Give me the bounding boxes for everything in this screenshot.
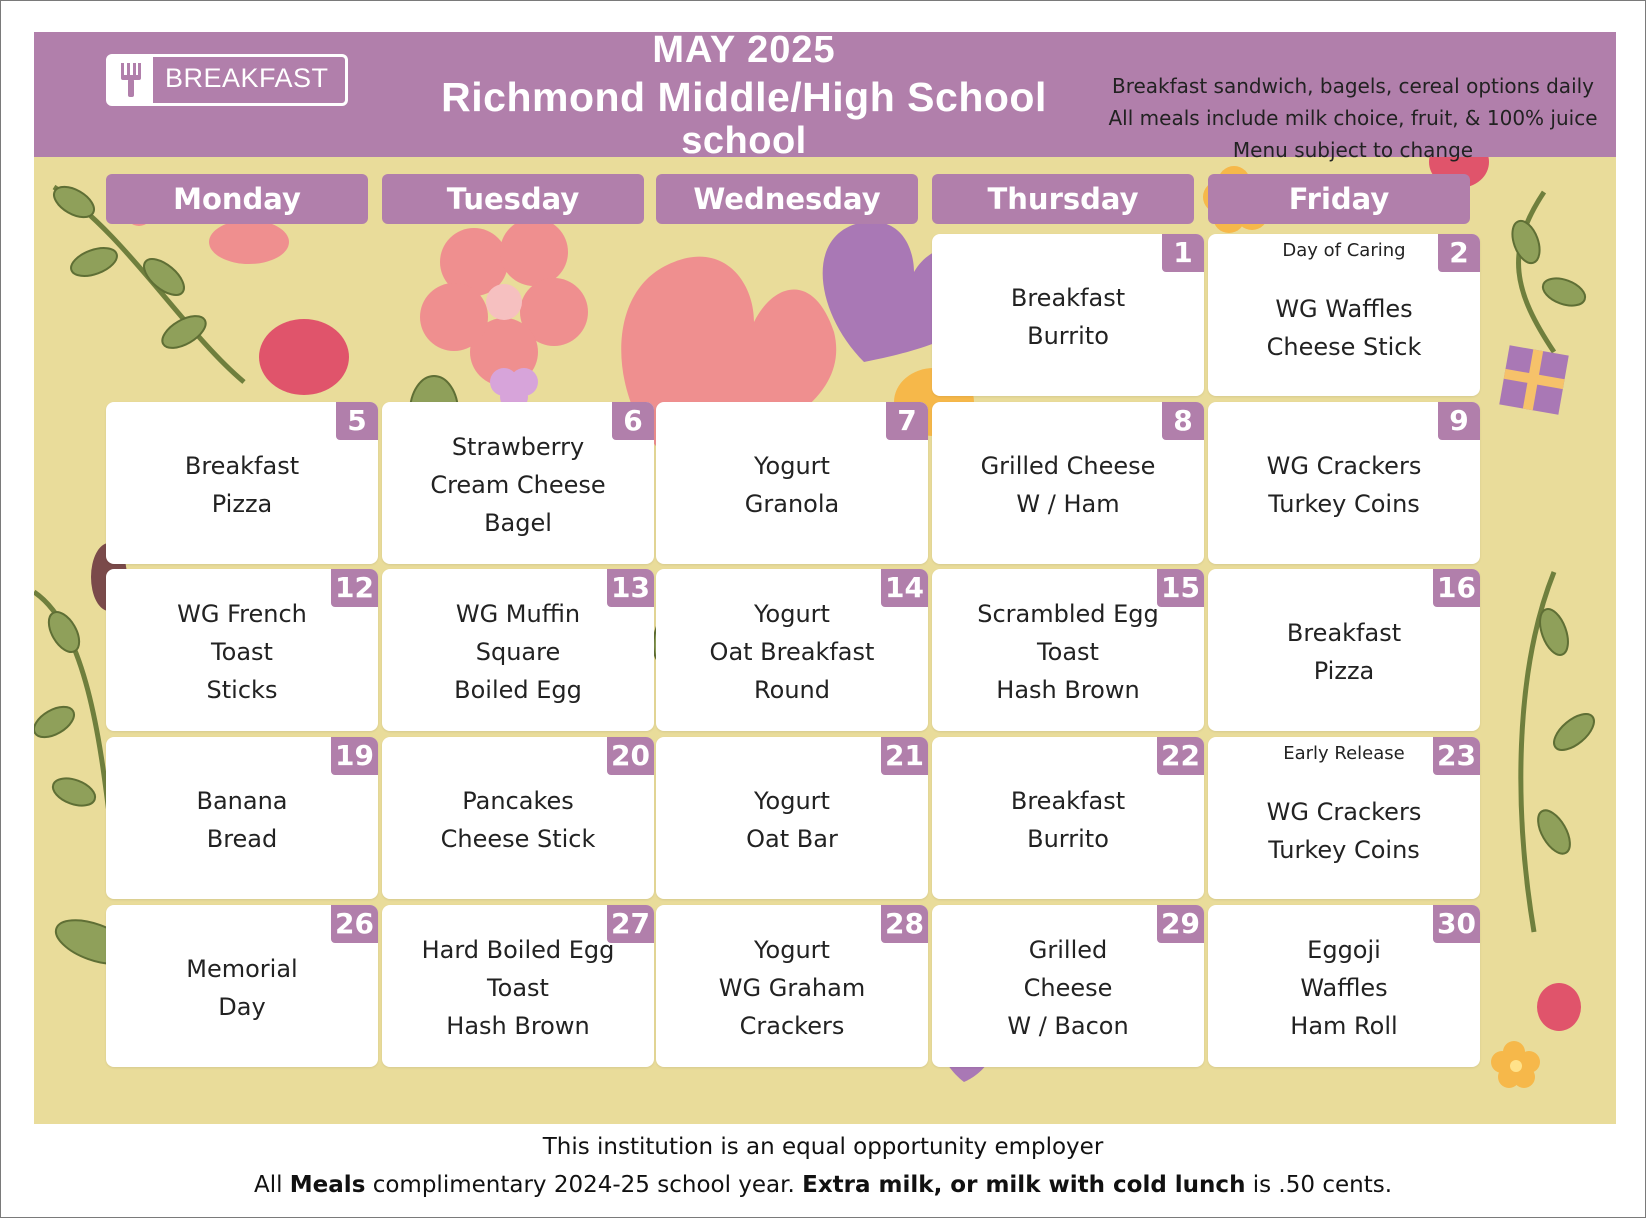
day-number: 1 <box>1162 234 1204 272</box>
menu-item: Toast <box>211 638 273 666</box>
menu-items <box>106 447 378 523</box>
menu-item: WG Crackers <box>1266 798 1422 826</box>
menu-items <box>106 595 378 709</box>
menu-item: Hash Brown <box>446 1012 590 1040</box>
menu-item: Scrambled Egg <box>977 600 1159 628</box>
day-header-monday: Monday <box>106 174 368 224</box>
page-title-month: MAY 2025 <box>652 32 836 71</box>
menu-item: WG Waffles <box>1275 295 1413 323</box>
menu-item: Square <box>475 638 561 666</box>
menu-item: Yogurt <box>754 452 830 480</box>
day-number: 8 <box>1162 402 1204 440</box>
calendar-day-5 <box>106 402 378 564</box>
menu-item: W / Bacon <box>1007 1012 1129 1040</box>
menu-item: Round <box>754 676 830 704</box>
menu-item: Hash Brown <box>996 676 1140 704</box>
menu-item: Yogurt <box>754 936 830 964</box>
day-number: 14 <box>881 569 928 607</box>
menu-note: All meals include milk choice, fruit, & 100% juice <box>1108 106 1598 130</box>
menu-item: Oat Bar <box>746 825 838 853</box>
menu-item: Oat Breakfast <box>709 638 875 666</box>
day-number: 30 <box>1433 905 1480 943</box>
day-number: 13 <box>607 569 654 607</box>
menu-item: Banana <box>196 787 288 815</box>
day-number: 9 <box>1438 402 1480 440</box>
menu-item: Granola <box>744 490 840 518</box>
day-number: 2 <box>1438 234 1480 272</box>
calendar-day-29 <box>932 905 1204 1067</box>
calendar-day-13 <box>382 569 654 731</box>
day-number: 27 <box>607 905 654 943</box>
menu-item: Pancakes <box>462 787 574 815</box>
menu-items <box>932 447 1204 523</box>
menu-items <box>382 595 654 709</box>
day-number: 5 <box>336 402 378 440</box>
day-number: 12 <box>331 569 378 607</box>
calendar-day-20 <box>382 737 654 899</box>
menu-item: Grilled Cheese <box>980 452 1156 480</box>
menu-item: Burrito <box>1027 825 1109 853</box>
calendar-day-2 <box>1208 234 1480 396</box>
calendar-day-30 <box>1208 905 1480 1067</box>
menu-notes <box>1068 70 1616 166</box>
menu-item: Grilled <box>1028 936 1108 964</box>
day-number: 22 <box>1157 737 1204 775</box>
calendar-day-21 <box>656 737 928 899</box>
day-header-thursday: Thursday <box>932 174 1194 224</box>
menu-items <box>656 447 928 523</box>
menu-items <box>1208 290 1480 366</box>
day-number: 15 <box>1157 569 1204 607</box>
day-number: 20 <box>607 737 654 775</box>
footer-meals-note: All Meals complimentary 2024-25 school year. Extra milk, or milk with cold lunch is .50 cents. <box>253 1172 1393 1198</box>
menu-items <box>382 428 654 542</box>
day-number: 26 <box>331 905 378 943</box>
calendar-day-9 <box>1208 402 1480 564</box>
menu-item: WG French <box>177 600 307 628</box>
menu-item: Memorial <box>186 955 298 983</box>
menu-items <box>656 782 928 858</box>
menu-item: Turkey Coins <box>1268 490 1420 518</box>
page-title-subline: school <box>681 120 807 162</box>
calendar-day-23 <box>1208 737 1480 899</box>
calendar-day-6 <box>382 402 654 564</box>
menu-note: Breakfast sandwich, bagels, cereal options daily <box>1111 74 1595 98</box>
day-number: 6 <box>612 402 654 440</box>
menu-item: Strawberry <box>451 433 585 461</box>
header-banner <box>34 32 1616 162</box>
menu-item: Pizza <box>1313 657 1375 685</box>
menu-item: Toast <box>487 974 549 1002</box>
menu-poster <box>34 32 1616 1124</box>
calendar-day-27 <box>382 905 654 1067</box>
calendar-day-14 <box>656 569 928 731</box>
menu-items <box>932 782 1204 858</box>
menu-item: Breakfast <box>1286 619 1402 647</box>
menu-items <box>106 782 378 858</box>
menu-item: Bagel <box>484 509 552 537</box>
menu-item: W / Ham <box>1016 490 1120 518</box>
menu-item: Breakfast <box>1010 284 1126 312</box>
menu-item: Breakfast <box>1010 787 1126 815</box>
day-header-tuesday: Tuesday <box>382 174 644 224</box>
day-number: 28 <box>881 905 928 943</box>
menu-item: Toast <box>1037 638 1099 666</box>
day-header-wednesday: Wednesday <box>656 174 918 224</box>
menu-item: Eggoji <box>1307 936 1381 964</box>
menu-item: Burrito <box>1027 322 1109 350</box>
menu-item: Boiled Egg <box>454 676 582 704</box>
menu-note: Menu subject to change <box>1232 138 1474 162</box>
calendar-day-22 <box>932 737 1204 899</box>
menu-items <box>382 931 654 1045</box>
calendar-day-7 <box>656 402 928 564</box>
calendar-day-15 <box>932 569 1204 731</box>
day-header-friday: Friday <box>1208 174 1470 224</box>
calendar-day-1 <box>932 234 1204 396</box>
menu-item: Breakfast <box>184 452 300 480</box>
menu-item: Crackers <box>739 1012 845 1040</box>
menu-items <box>932 279 1204 355</box>
footer-equal-opportunity: This institution is an equal opportunity employer <box>542 1134 1104 1160</box>
day-number: 16 <box>1433 569 1480 607</box>
menu-items <box>1208 614 1480 690</box>
menu-item: Turkey Coins <box>1268 836 1420 864</box>
menu-item: WG Muffin <box>455 600 581 628</box>
menu-items <box>382 782 654 858</box>
day-number: 21 <box>881 737 928 775</box>
menu-items <box>106 950 378 1026</box>
calendar-day-28 <box>656 905 928 1067</box>
day-number: 23 <box>1433 737 1480 775</box>
menu-items <box>1208 931 1480 1045</box>
menu-item: WG Crackers <box>1266 452 1422 480</box>
menu-item: Cheese <box>1023 974 1113 1002</box>
menu-item: Cream Cheese <box>430 471 606 499</box>
menu-item: Ham Roll <box>1290 1012 1398 1040</box>
calendar-day-12 <box>106 569 378 731</box>
menu-item: Hard Boiled Egg <box>421 936 615 964</box>
day-note: Early Release <box>1283 743 1405 764</box>
page-title-school: Richmond Middle/High School <box>441 74 1047 120</box>
calendar-day-16 <box>1208 569 1480 731</box>
gift-icon <box>1499 345 1569 415</box>
logo-label: BREAKFAST <box>165 63 329 93</box>
calendar-day-26 <box>106 905 378 1067</box>
menu-items <box>932 931 1204 1045</box>
menu-items <box>1208 447 1480 523</box>
day-number: 29 <box>1157 905 1204 943</box>
day-number: 7 <box>886 402 928 440</box>
menu-item: Sticks <box>206 676 278 704</box>
menu-item: Waffles <box>1300 974 1388 1002</box>
menu-item: Day <box>218 993 266 1021</box>
menu-item: Yogurt <box>754 787 830 815</box>
menu-item: WG Graham <box>718 974 866 1002</box>
menu-items <box>1208 793 1480 869</box>
menu-item: Pizza <box>211 490 273 518</box>
calendar-day-19 <box>106 737 378 899</box>
day-note: Day of Caring <box>1282 240 1406 261</box>
menu-item: Cheese Stick <box>1266 333 1422 361</box>
menu-items <box>932 595 1204 709</box>
menu-item: Yogurt <box>754 600 830 628</box>
menu-item: Bread <box>206 825 278 853</box>
menu-items <box>656 931 928 1045</box>
fork-icon <box>109 57 153 103</box>
calendar-day-8 <box>932 402 1204 564</box>
day-number: 19 <box>331 737 378 775</box>
menu-items <box>656 595 928 709</box>
menu-item: Cheese Stick <box>440 825 596 853</box>
